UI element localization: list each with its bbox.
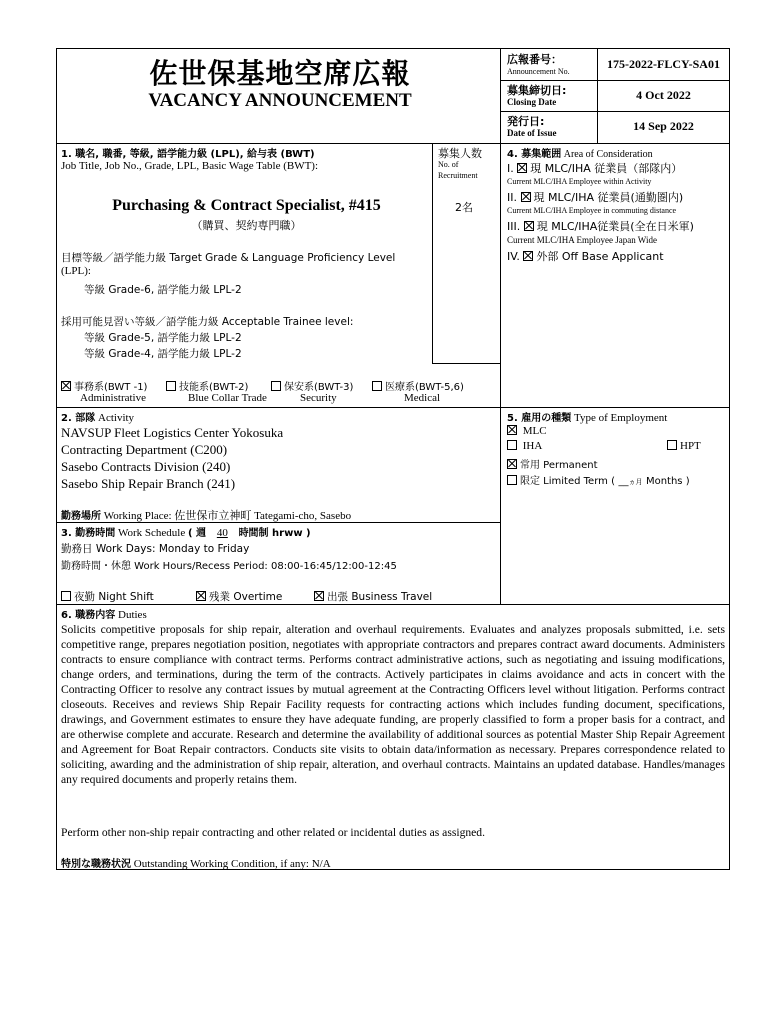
item-label: 現 MLC/IHA 従業員(通勤圏内) [533, 191, 684, 204]
outstanding-condition-value: Outstanding Working Condition, if any: N/A [133, 858, 331, 870]
iha-label: IHA [522, 440, 543, 452]
header-divider [500, 80, 730, 81]
section4-heading [507, 145, 653, 160]
target-grade-value: 等級 Grade-6, 語学能力級 LPL-2 [84, 284, 242, 296]
section1-subheading: Job Title, Job No., Grade, LPL, Basic Wage Table (BWT): [61, 160, 319, 172]
consideration-item-1[interactable] [507, 160, 682, 176]
item-number: II. [507, 191, 517, 204]
checkbox-empty-icon [61, 591, 71, 601]
working-place-value: Working Place: 佐世保市立神町 Tategami-cho, Sasebo [103, 510, 352, 522]
consideration-item-2[interactable] [507, 189, 683, 205]
duties-paragraph: Solicits competitive proposals for ship repair, alteration and overhaul requirements. Evaluates and analyzes proposals submitted, i.e. sets competitive range, prepares negotiation position, negotiates with appropriate contractors and prepares contract award documents. Administers contracts to ensure compliance with contract terms. Performs contract administrative actions, such as negotiating and issuing modifications, change orders, and terminations, during the term of the contracts. Actively participates in claims avoidance and acts in concert with the Contracting Officer to resolve any contract issues by mutual agreement at the Contracting Officers level without litigation. Performs contract closeouts. Receives and reviews Ship Repair Facility requests for contracting actions which includes funding document, specifications, drawings, and Government estimates to ensure they have adequate funding, are properly classified to form a proper basis for a contract, and are otherwise complete and accurate. Research and determine the availability of additional sources as potential Master Ship Repair Agreement and Agreement for Boat Repair contractors. Conducts site visits to obtain data/information as necessary. Prepares correspondence related to soliciting, awarding and the administration of ship repair, alteration, and overhaul contracts. Maintains an updated database. Handles/manages any required documents and properly retains them. [61, 623, 725, 786]
outstanding-condition [61, 855, 331, 870]
section-divider [500, 143, 501, 523]
section5-heading-jp: 5. 雇用の種類 [507, 413, 572, 424]
overtime-label: 残業 Overtime [209, 591, 283, 603]
item-label: 現 MLC/IHA 従業員（部隊内） [530, 162, 683, 175]
hours-prefix: ( 週 [188, 528, 207, 539]
activity-line: Sasebo Contracts Division (240) [61, 459, 231, 474]
hours-suffix: 時間制 hrww ) [238, 528, 311, 539]
outstanding-condition-label: 特別な職務状況 [61, 859, 131, 870]
section5-heading-en: Type of Employment [574, 412, 668, 424]
checkbox-empty-icon [372, 381, 382, 391]
header-divider [56, 143, 730, 144]
limited-months-blank: __ [618, 476, 629, 487]
business-travel-label: 出張 Business Travel [327, 591, 433, 603]
bwt-administrative[interactable] [61, 378, 147, 393]
consideration-item-3[interactable] [507, 218, 694, 234]
job-title: Purchasing & Contract Specialist, #415 [112, 197, 381, 214]
section6-heading-en: Duties [118, 609, 147, 621]
recruit-label-en1: No. of [438, 160, 459, 169]
section3-heading-jp: 3. 勤務時間 [61, 528, 116, 539]
announcement-no-label: 広報番号： [507, 53, 562, 66]
section5-heading [507, 409, 667, 424]
work-days: 勤務日 Work Days: Monday to Friday [61, 543, 250, 555]
checkbox-checked-icon [524, 221, 534, 231]
duties-other: Perform other non-ship repair contracting and other related or incidental duties as assigned. [61, 826, 485, 839]
hpt-label: HPT [680, 440, 701, 452]
bwt-medical[interactable] [372, 378, 464, 393]
work-hours: 勤務時間・休憩 Work Hours/Recess Period: 08:00-16:45/12:00-12:45 [61, 561, 397, 572]
recruit-label-jp: 募集人数 [438, 147, 482, 160]
employment-limited[interactable] [507, 472, 690, 487]
job-title-jp: （購買、契約専門職） [191, 219, 302, 232]
item-number: I. [507, 162, 514, 175]
bwt-label: 技能系(BWT-2) [179, 382, 249, 393]
section-divider [56, 604, 730, 605]
overtime[interactable] [196, 589, 282, 604]
bwt-blue-collar[interactable] [166, 378, 248, 393]
checkbox-checked-icon [61, 381, 71, 391]
checkbox-empty-icon [271, 381, 281, 391]
section6-heading-jp: 6. 職務内容 [61, 610, 116, 621]
night-shift[interactable] [61, 589, 154, 604]
section3-heading [61, 524, 311, 539]
recruit-label-en2: Recruitment [438, 171, 478, 180]
checkbox-checked-icon [196, 591, 206, 601]
section4-heading-jp: 4. 募集範囲 [507, 149, 562, 160]
employment-permanent[interactable] [507, 456, 598, 471]
trainee-grade-1: 等級 Grade-5, 語学能力級 LPL-2 [84, 332, 242, 344]
bwt-security[interactable] [271, 378, 353, 393]
item-label: 外部 Off Base Applicant [536, 250, 664, 263]
item-number: III. [507, 220, 521, 233]
checkbox-empty-icon [166, 381, 176, 391]
employment-iha[interactable] [507, 440, 542, 452]
limited-months-label: Months ) [645, 476, 690, 487]
issue-date-label-en: Date of Issue [507, 128, 557, 138]
recruit-divider [432, 143, 433, 363]
section-divider [56, 522, 501, 523]
closing-date-label-en: Closing Date [507, 97, 557, 107]
checkbox-checked-icon [521, 192, 531, 202]
bwt-en-label: Security [300, 392, 337, 404]
title-jp: 佐世保基地空席広報 [149, 57, 411, 90]
employment-hpt[interactable] [667, 440, 701, 452]
title-en: VACANCY ANNOUNCEMENT [148, 90, 412, 111]
checkbox-checked-icon [314, 591, 324, 601]
section3-heading-en: Work Schedule [118, 527, 186, 539]
bwt-label: 医療系(BWT-5,6) [385, 382, 464, 393]
issue-date-label: 発行日: [507, 115, 545, 128]
trainee-label: 採用可能見習い等級／語学能力級 Acceptable Trainee level: [61, 316, 354, 328]
business-travel[interactable] [314, 589, 432, 604]
header-divider [500, 111, 730, 112]
section1-heading: 1. 職名, 職番, 等級, 語学能力級 (LPL), 給与表 (BWT) [61, 149, 315, 160]
checkbox-checked-icon [517, 163, 527, 173]
target-grade-label: 目標等級／語学能力級 Target Grade & Language Proficiency Level [61, 252, 396, 264]
target-grade-label-cont: (LPL): [61, 265, 91, 277]
permanent-label: 常用 Permanent [520, 460, 598, 471]
activity-line: NAVSUP Fleet Logistics Center Yokosuka [61, 425, 284, 440]
bwt-label: 保安系(BWT-3) [284, 382, 354, 393]
employment-mlc[interactable] [507, 425, 547, 437]
checkbox-empty-icon [667, 440, 677, 450]
consideration-item-3-en: Current MLC/IHA Employee Japan Wide [507, 235, 657, 245]
section2-heading-en: Activity [98, 412, 135, 424]
announcement-no-label-en: Announcement No. [507, 67, 570, 76]
trainee-grade-2: 等級 Grade-4, 語学能力級 LPL-2 [84, 348, 242, 360]
closing-date-label: 募集締切日: [507, 84, 567, 97]
bwt-en-label: Administrative [80, 392, 146, 404]
recruit-divider [432, 363, 500, 364]
checkbox-checked-icon [523, 251, 533, 261]
section6-heading [61, 606, 147, 621]
header-divider [500, 48, 501, 143]
activity-line: Contracting Department (C200) [61, 442, 228, 457]
item-number: IV. [507, 250, 520, 263]
activity-line: Sasebo Ship Repair Branch (241) [61, 476, 236, 491]
consideration-item-1-en: Current MLC/IHA Employee within Activity [507, 177, 652, 186]
working-place [61, 507, 351, 523]
mlc-label: MLC [522, 425, 547, 437]
working-place-label: 勤務場所 [61, 511, 101, 522]
checkbox-checked-icon [507, 425, 517, 435]
night-shift-label: 夜勤 Night Shift [74, 591, 154, 603]
recruit-value: 2名 [455, 201, 473, 214]
section-divider [56, 407, 730, 408]
bwt-en-label: Blue Collar Trade [188, 392, 267, 404]
limited-label: 限定 Limited Term ( [520, 476, 615, 487]
hours-per-week: 40 [216, 527, 228, 539]
consideration-item-4[interactable] [507, 248, 664, 264]
bwt-en-label: Medical [404, 392, 441, 404]
section-divider [500, 522, 501, 604]
announcement-no-value: 175-2022-FLCY-SA01 [607, 57, 720, 71]
item-label: 現 MLC/IHA従業員(全在日米軍) [536, 220, 694, 233]
checkbox-checked-icon [507, 459, 517, 469]
checkbox-empty-icon [507, 475, 517, 485]
limited-unit: ヵ月 [628, 478, 643, 486]
closing-date-value: 4 Oct 2022 [636, 88, 691, 102]
bwt-label: 事務系(BWT -1) [74, 382, 148, 393]
checkbox-empty-icon [507, 440, 517, 450]
section4-heading-en: Area of Consideration [563, 149, 653, 160]
issue-date-value: 14 Sep 2022 [633, 119, 694, 133]
section2-heading [61, 409, 134, 424]
consideration-item-2-en: Current MLC/IHA Employee in commuting distance [507, 206, 677, 215]
section2-heading-jp: 2. 部隊 [61, 413, 96, 424]
